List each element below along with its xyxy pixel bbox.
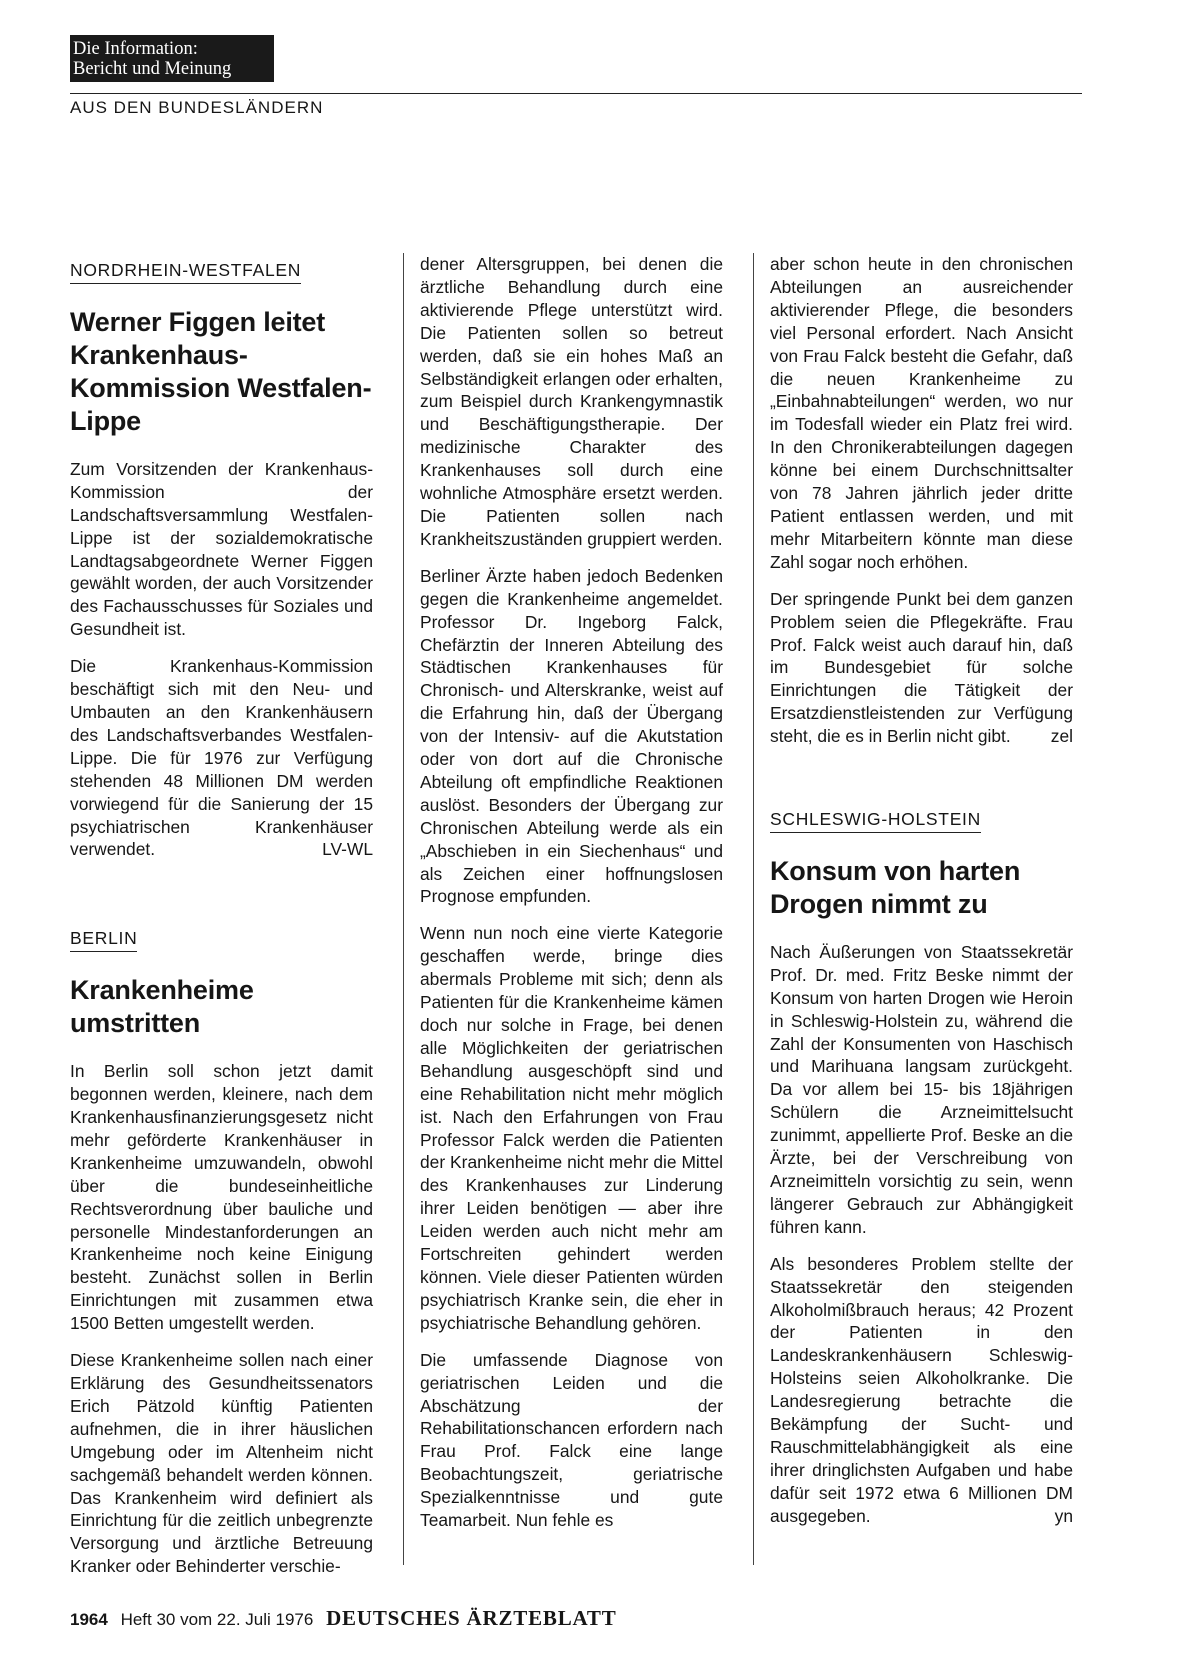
page-number: 1964 xyxy=(70,1610,108,1629)
column-1 xyxy=(70,253,373,1592)
column-divider-1 xyxy=(403,253,404,1565)
page-footer xyxy=(70,1606,617,1631)
paragraph xyxy=(70,655,373,861)
headline-figgen: Werner Figgen leitet Krankenhaus-Kommission Westfalen-Lippe xyxy=(70,306,372,436)
headline-drogen: Konsum von harten Drogen nimmt zu xyxy=(770,855,1021,919)
column-3 xyxy=(770,253,1073,1542)
paragraph: dener Altersgruppen, bei denen die ärztliche Behandlung durch eine aktivierende Pflege unterstützt wird. Die Patienten sollen so betreut werden, daß sie ein hohes Maß an Selbständigkeit erlangen oder erhalten, zum Beispiel durch Krankengymnastik und Beschäftigungstherapie. Der medizinische Charakter des Krankenhauses soll durch eine wohnliche Atmosphäre ersetzt werden. Die Patienten sollen nach Krankheitszuständen gruppiert werden. xyxy=(420,254,723,549)
rubric-badge xyxy=(70,35,274,82)
region-label-sh: SCHLESWIG-HOLSTEIN xyxy=(770,808,981,833)
paragraph: In Berlin soll schon jetzt damit begonnen werden, kleinere, nach dem Krankenhausfinanzierungsgesetz nicht mehr geförderte Krankenhäuser in Krankenheime umzuwandeln, obwohl über die bundeseinheitliche Rechtsverordnung über bauliche und personelle Mindestanforderungen an Krankenheime noch keine Einigung besteht. Zunächst sollen in Berlin Einrichtungen mit zusammen etwa 1500 Betten umgestellt werden. xyxy=(70,1061,373,1334)
column-2 xyxy=(420,253,723,1546)
header-rule xyxy=(70,93,1082,94)
issue-info: Heft 30 vom 22. Juli 1976 xyxy=(120,1610,314,1629)
column-divider-2 xyxy=(753,253,754,1565)
paragraph: Diese Krankenheime sollen nach einer Erklärung des Gesundheitssenators Erich Pätzold künftig Patienten aufnehmen, die in ihrer häuslichen Umgebung oder im Altenheim nicht sachgemäß behandelt werden können. Das Krankenheim wird definiert als Einrichtung für die zeitlich unbegrenzte Versorgung und ärztliche Betreuung Kranker oder Behinderter verschie- xyxy=(70,1350,373,1577)
region-label-nrw: NORDRHEIN-WESTFALEN xyxy=(70,259,301,284)
paragraph: Zum Vorsitzenden der Krankenhaus-Kommission der Landschaftsversammlung Westfalen-Lippe ist der sozialdemokratische Landtagsabgeordnete Werner Figgen gewählt worden, der auch Vorsitzender des Fachausschusses für Soziales und Gesundheit ist. xyxy=(70,458,373,640)
paragraph: Wenn nun noch eine vierte Kategorie geschaffen werde, bringe dies abermals Probleme mit sich; denn als Patienten für die Krankenheime kämen doch nur solche in Frage, bei denen alle Möglichkeiten der geriatrischen Behandlung ausgeschöpft sind und eine Rehabilitation nicht mehr möglich ist. Nach den Erfahrungen von Frau Professor Falck werden die Patienten der Krankenheime nicht mehr die Mittel des Krankenhauses zur Linderung ihrer Leiden benötigen — aber ihre Leiden werden auch nicht mehr am Fortschreiten gehindert werden können. Viele dieser Patienten würden psychiatrisch Kranke sein, die eher in psychiatrische Behandlung gehören. xyxy=(420,923,723,1333)
spacer xyxy=(770,762,1073,802)
paragraph: aber schon heute in den chronischen Abteilungen an ausreichender aktivierender Pflege, die besonders viel Personal erfordert. Nach Ansicht von Frau Falck besteht die Gefahr, daß die neuen Krankenheime zu „Einbahnabteilungen“ werden, wo nur im Todesfall wieder ein Platz frei wird. In den Chronikerabteilungen dagegen könne bei einem Durchschnittsalter von 78 Jahren jährlich jeder dritte Patient entlassen werden, und mit mehr Mitarbeitern könnte man diese Zahl sogar noch erhöhen. xyxy=(770,254,1073,572)
signature: yn xyxy=(1054,1505,1073,1526)
rubric-line-2: Bericht und Meinung xyxy=(73,59,232,79)
rubric-line-1: Die Information: xyxy=(73,39,198,59)
paragraph: Nach Äußerungen von Staatssekretär Prof. Dr. med. Fritz Beske nimmt der Konsum von harten Drogen wie Heroin in Schleswig-Holstein zu, während die Zahl der Konsumenten von Haschisch und Marihuana langsam zurückgeht. Da vor allem bei 15- bis 18jährigen Schülern die Arzneimittelsucht zunimmt, appellierte Prof. Beske an die Ärzte, bei der Verschreibung von Arzneimitteln vorsichtig zu sein, wenn längerer Gebrauch zur Abhängigkeit führen kann. xyxy=(770,941,1073,1237)
section-title: AUS DEN BUNDESLÄNDERN xyxy=(70,98,324,117)
paragraph xyxy=(770,1253,1073,1528)
paragraph: Die umfassende Diagnose von geriatrischen Leiden und die Abschätzung der Rehabilitationschancen erfordern nach Frau Prof. Falck eine lange Beobachtungszeit, geriatrische Spezialkenntnisse und gute Teamarbeit. Nun fehle es xyxy=(420,1349,723,1531)
spacer xyxy=(70,875,373,921)
paragraph-text: Der springende Punkt bei dem ganzen Problem seien die Pflegekräfte. Frau Prof. Falck weist auch darauf hin, daß im Bundesgebiet für solche Einrichtungen die Tätigkeit der Ersatzdienstleistenden zur Verfügung steht, die es in Berlin nicht gibt. xyxy=(770,588,1073,747)
signature: LV-WL xyxy=(322,839,373,860)
paragraph-text: Die Krankenhaus-Kommission beschäftigt sich mit den Neu- und Umbauten an den Krankenhäusern des Landschaftsverbandes Westfalen-Lippe. Die für 1976 zur Verfügung stehenden 48 Millionen DM werden vorwiegend für die Sanierung der 15 psychiatrischen Krankenhäuser verwendet. xyxy=(70,656,373,860)
headline-krankenheime: Krankenheime umstritten xyxy=(70,975,254,1039)
paragraph xyxy=(770,588,1073,748)
signature: zel xyxy=(1050,726,1073,747)
paragraph: Berliner Ärzte haben jedoch Bedenken gegen die Krankenheime angemeldet. Professor Dr. Ingeborg Falck, Chefärztin der Inneren Abteilung des Städtischen Krankenhauses für Chronisch- und Alterskranke, weist auf die Erfahrung hin, daß der Übergang von der Intensiv- auf die Akutstation oder von dort auf die Chronische Abteilung oft empfindliche Reaktionen auslöst. Besonders der Übergang zur Chronischen Abteilung werde als ein „Abschieben in ein Siechenhaus“ und als Zeichen einer hoffnungslosen Prognose empfunden. xyxy=(420,565,723,907)
journal-name: DEUTSCHES ÄRZTEBLATT xyxy=(326,1606,617,1630)
region-label-berlin: BERLIN xyxy=(70,927,137,952)
paragraph-text: Als besonderes Problem stellte der Staatssekretär den steigenden Alkoholmißbrauch heraus; 42 Prozent der Patienten in den Landeskrankenhäusern Schleswig-Holsteins seien Alkoholkranke. Die Landesregierung betrachte die Bekämpfung der Sucht- und Rauschmittelabhängigkeit als eine ihrer dringlichsten Aufgaben und habe dafür seit 1972 etwa 6 Millionen DM ausgegeben. xyxy=(770,1253,1073,1526)
